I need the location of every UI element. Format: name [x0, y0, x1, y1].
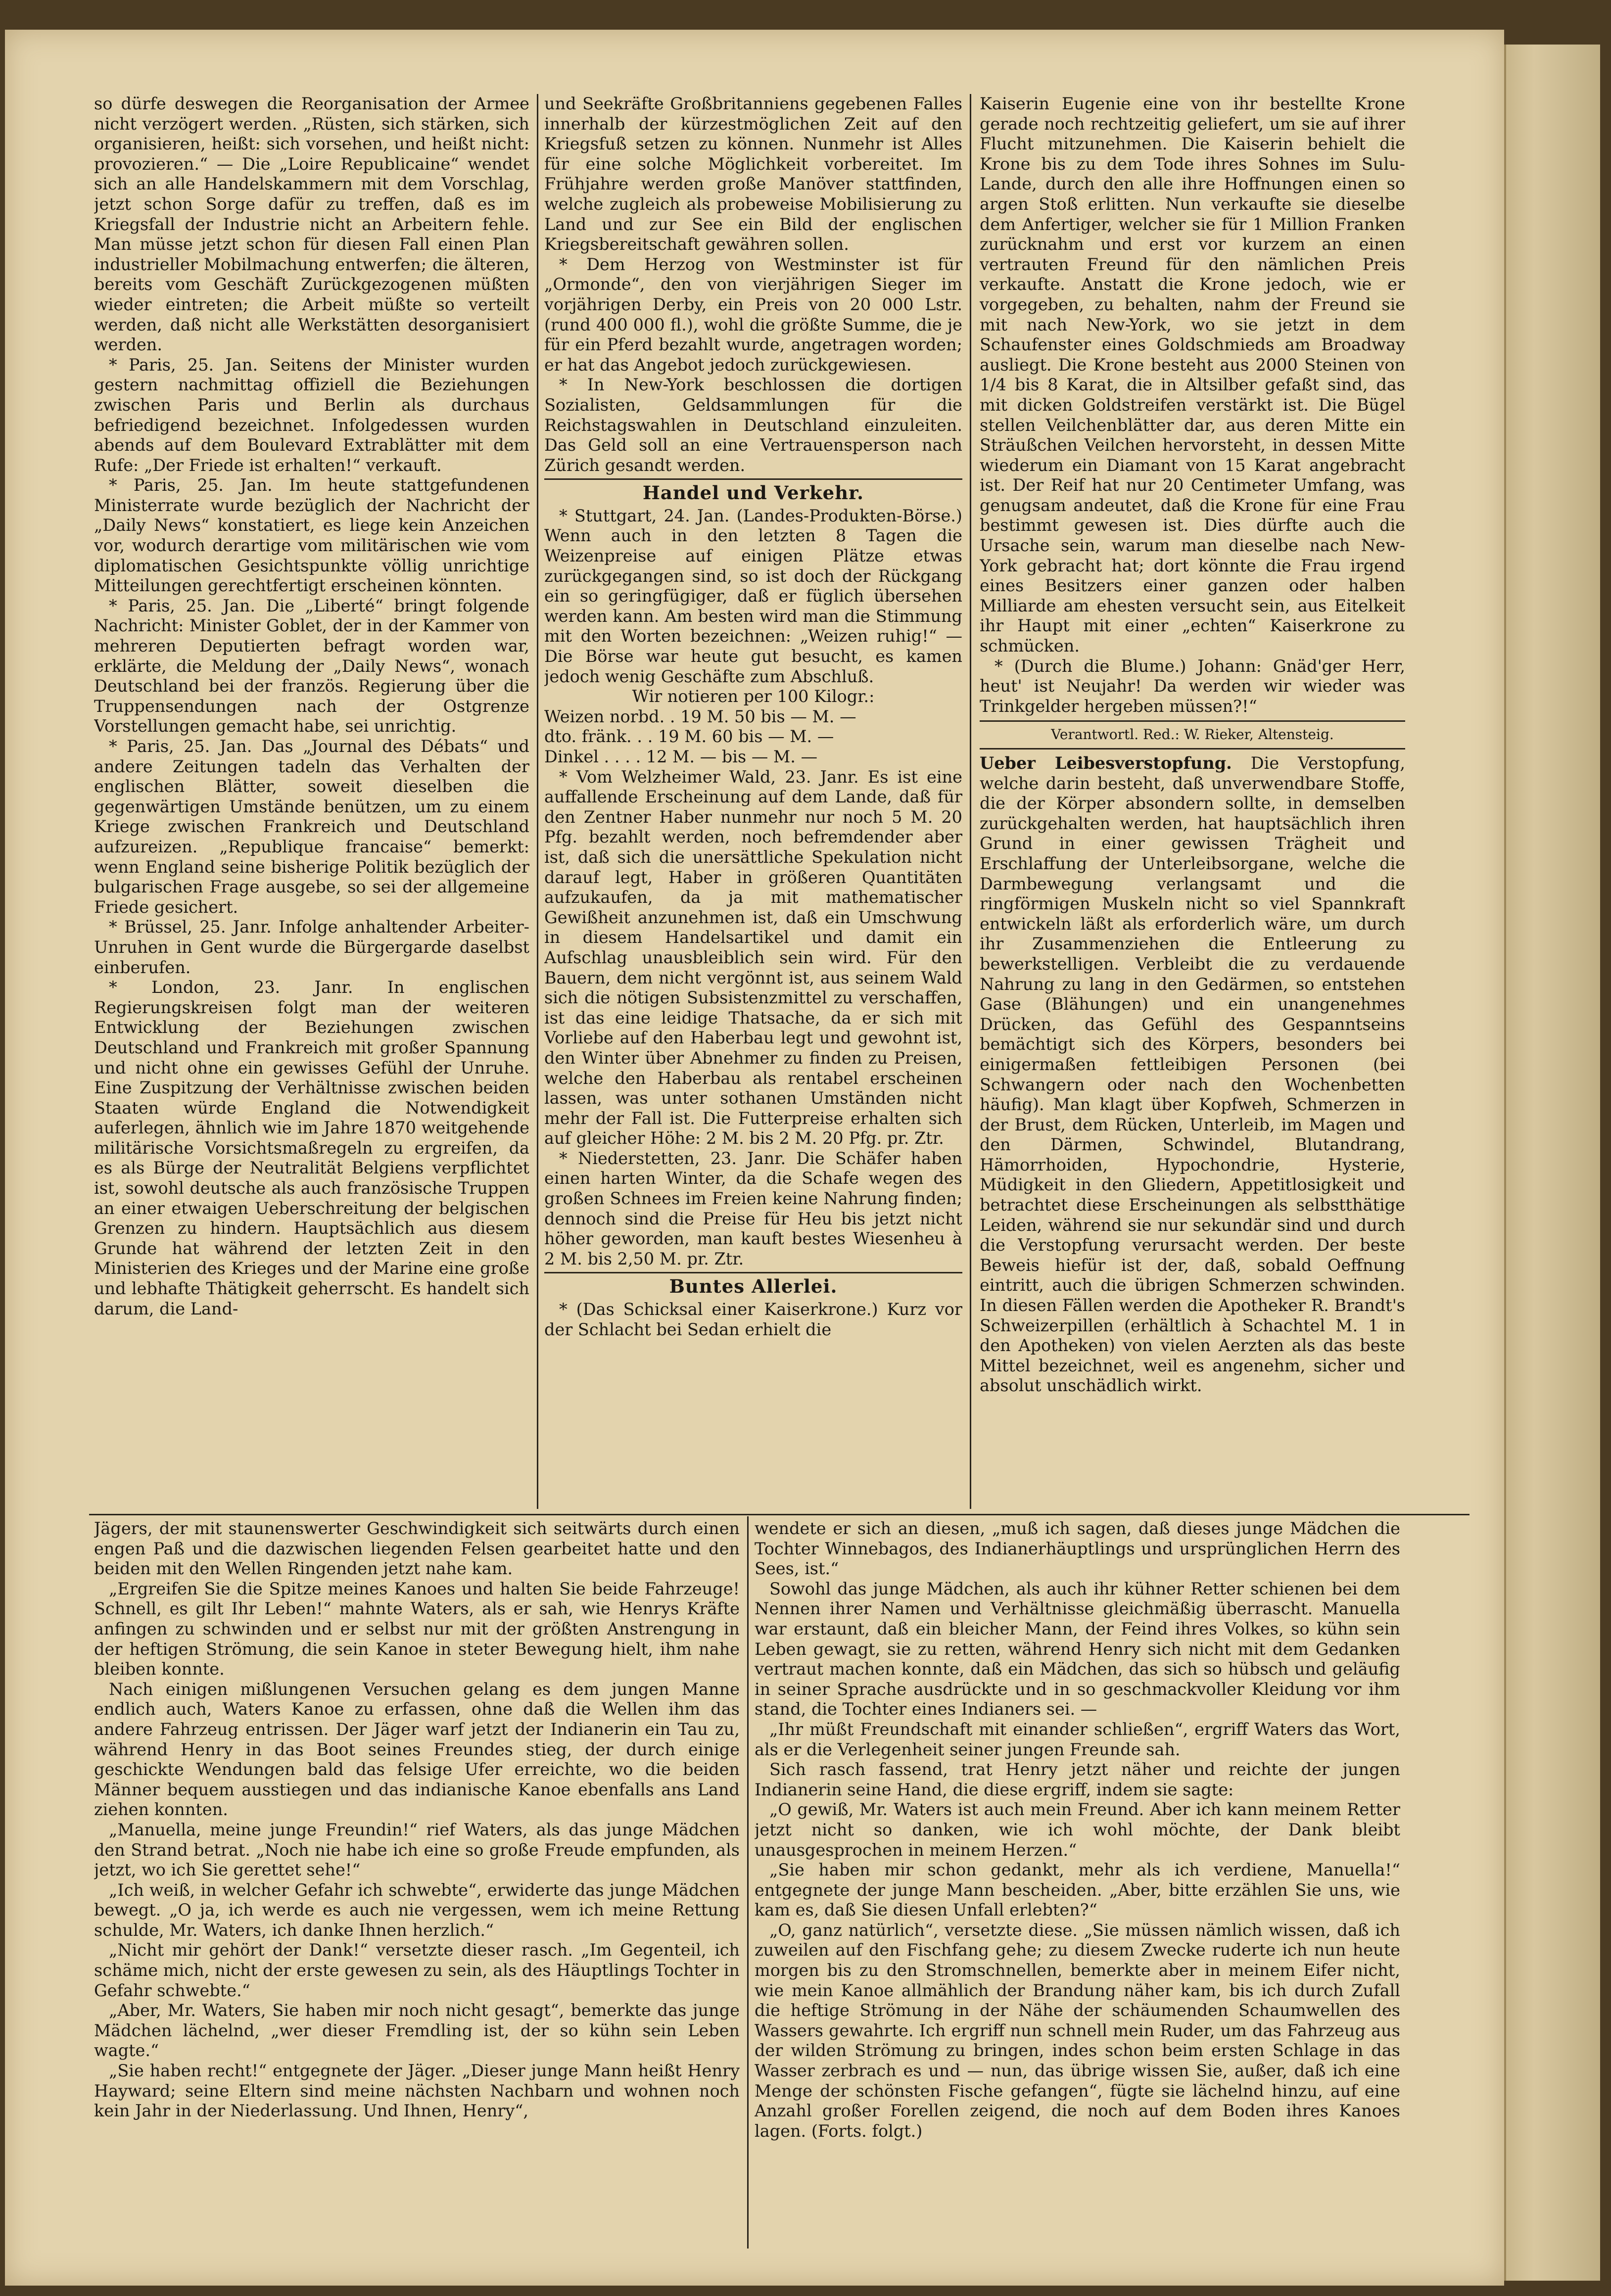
ad-heading: Ueber Leibesverstopfung. [980, 753, 1232, 773]
col1-paragraph: * Paris, 25. Jan. Die „Liberté“ bringt folgende Nachricht: Minister Goblet, der in der Kammer von mehreren Deputierten befragt worden war, erklärte, die Meldung der „Daily News“, wonach Deutschland bei der französ. Regierung über die Truppensendungen nach der Ostgrenze Vorstellungen gemacht habe, sei unrichtig. [94, 596, 529, 736]
handel-paragraph: * Stuttgart, 24. Jan. (Landes-Produkten-Börse.) Wenn auch in den letzten 8 Tagen die Weizenpreise auf einigen Plätze etwas zurückgegangen sind, so ist doch der Rückgang ein so geringfügiger, daß er füglich übersehen werden kann. Am besten wird man die Stimmung mit den Worten bezeichnen: „Weizen ruhig!“ — Die Börse war heute gut besucht, es kamen jedoch wenig Geschäfte zum Abschluß. [544, 506, 962, 686]
column-rule-2 [970, 94, 971, 1509]
col2-paragraph: * In New-York beschlossen die dortigen Sozialisten, Geldsammlungen für die Reichstagswahlen in Deutschland einzuleiten. Das Geld soll an eine Vertrauensperson nach Zürich gesandt werden. [544, 375, 962, 475]
story-paragraph: Nach einigen mißlungenen Versuchen gelang es dem jungen Manne endlich auch, Waters Kanoe zu erfassen, ohne daß die Wellen ihm das andere Fahrzeug entrissen. Der Jäger warf jetzt der Indianerin ein Tau zu, während Henry in das Boot seines Freundes stieg, der durch einige geschickte Wendungen bald das felsige Ufer erreichte, wo die beiden Männer bequem ausstiegen und das indianische Kanoe ebenfalls ans Land ziehen konnten. [94, 1679, 740, 1820]
col3-paragraph: Kaiserin Eugenie eine von ihr bestellte Krone gerade noch rechtzeitig geliefert, um sie auf ihrer Flucht mitzunehmen. Die Kaiserin behielt die Krone bis zu dem Tode ihres Sohnes im Sulu-Lande, durch den alle ihre Hoffnungen einen so argen Stoß erlitten. Nun verkaufte sie dieselbe dem Anfertiger, welcher sie für 1 Million Franken zurücknahm und erst vor kurzem an einen vertrauten Freund für den nämlichen Preis verkaufte. Anstatt die Krone jedoch, wie er vorgegeben, zu behalten, nahm der Freund sie mit nach New-York, wo sie jetzt in dem Schaufenster eines Goldschmieds am Broadway ausliegt. Die Krone besteht aus 2000 Steinen von 1/4 bis 8 Karat, die in Altsilber gefaßt sind, das mit dicken Goldstreifen verstärkt ist. Die Bügel stellen Veilchenblätter dar, aus deren Mitte ein Sträußchen Veilchen hervorsteht, in dessen Mitte wiederum ein Diamant von 15 Karat angebracht ist. Der Reif hat nur 20 Centimeter Umfang, was genugsam andeutet, daß die Krone für eine Frau bestimmt gewesen ist. Dies dürfte auch die Ursache sein, warum man dieselbe nach New-York gebracht hat; dort könnte die Frau irgend eines Besitzers einer ganzen oder halben Milliarde am ehesten versucht sein, aus Eitelkeit ihr Haupt mit einer „echten“ Kaiserkrone zu schmücken. [980, 94, 1405, 656]
col1-paragraph: * Paris, 25. Jan. Seitens der Minister wurden gestern nachmittag offiziell die Beziehungen zwischen Paris und Berlin als durchaus befriedigend bezeichnet. Infolgedessen wurden abends auf dem Boulevard Extrablätter mit dem Rufe: „Der Friede ist erhalten!“ verkauft. [94, 355, 529, 475]
buntes-paragraph: * (Das Schicksal einer Kaiserkrone.) Kurz vor der Schlacht bei Sedan erhielt die [544, 1300, 962, 1339]
serial-column-rule [747, 1516, 749, 2249]
story-paragraph: „Nicht mir gehört der Dank!“ versetzte dieser rasch. „Im Gegenteil, ich schäme mich, nicht der erste gewesen zu sein, als des Häuptlings Tochter in Gefahr schwebte.“ [94, 1940, 740, 2000]
col1-paragraph: * London, 23. Janr. In englischen Regierungskreisen folgt man der weiteren Entwicklung der Beziehungen zwischen Deutschland und Frankreich mit großer Spannung und nicht ohne ein gewisses Gefühl der Unruhe. Eine Zuspitzung der Verhältnisse zwischen beiden Staaten würde England die Notwendigkeit auferlegen, ähnlich wie im Jahre 1870 weitgehende militärische Vorsichtsmaßregeln zu ergreifen, da es als Bürge der Neutralität Belgiens verpflichtet ist, sowohl deutsche als auch französische Truppen an einer etwaigen Ueberschreitung der belgischen Grenzen zu hindern. Hauptsächlich aus diesem Grunde hat während der letzten Zeit in den Ministerien des Krieges und der Marine eine große und lebhafte Thätigkeit geherrscht. Es handelt sich darum, die Land- [94, 978, 529, 1318]
story-paragraph: „Ich weiß, in welcher Gefahr ich schwebte“, erwiderte das junge Mädchen bewegt. „O ja, ich werde es auch nie vergessen, wem ich meine Rettung schulde, Mr. Waters, ich danke Ihnen herzlich.“ [94, 1880, 740, 1940]
story-paragraph: Sich rasch fassend, trat Henry jetzt näher und reichte der jungen Indianerin seine Hand, die diese ergriff, indem sie sagte: [755, 1760, 1400, 1799]
story-paragraph: „Ihr müßt Freundschaft mit einander schließen“, ergriff Waters das Wort, als er die Verlegenheit seiner jungen Freunde sah. [755, 1719, 1400, 1759]
story-paragraph: Jägers, der mit staunenswerter Geschwindigkeit sich seitwärts durch einen engen Paß und die dazwischen liegenden Felsen gearbeitet hatte und den beiden mit den Wellen Ringenden jetzt nahe kam. [94, 1519, 740, 1579]
col2-paragraph: * Dem Herzog von Westminster ist für „Ormonde“, den von vierjährigen Sieger im vorjährigen Derby, ein Preis von 20 000 Lstr. (rund 400 000 fl.), wohl die größte Summe, die je für ein Pferd bezahlt wurde, angetragen worden; er hat das Angebot jedoch zurückgewiesen. [544, 254, 962, 375]
story-paragraph: „O, ganz natürlich“, versetzte diese. „Sie müssen nämlich wissen, daß ich zuweilen auf den Fischfang gehe; zu diesem Zwecke ruderte ich nun heute morgen bis zu den Stromschnellen, bemerkte aber in meinem Eifer nicht, wie mein Kanoe allmählich der Brandung näher kam, bis ich durch Zufall die heftige Strömung in der Nähe der schäumenden Schaumwellen des Wassers gewahrte. Ich ergriff nun schnell mein Ruder, um das Fahrzeug aus der wilden Strömung zu bringen, indes schon beim ersten Schlage in das Wasser zerbrach es und — nun, das übrige wissen Sie, außer, daß ich eine Menge der schönsten Fische gefangen“, fügte sie lächelnd hinzu, auf eine Anzahl großer Forellen zeigend, die noch auf dem Boden ihres Kanoes lagen. (Forts. folgt.) [755, 1920, 1400, 2141]
story-paragraph: „Ergreifen Sie die Spitze meines Kanoes und halten Sie beide Fahrzeuge! Schnell, es gilt Ihr Leben!“ mahnte Waters, als er sah, wie Henrys Kräfte anfingen zu schwinden und er selbst nur mit der größten Anstrengung in der heftigen Strömung, die sein Kanoe in steter Bewegung hielt, ihm nahe bleiben konnte. [94, 1579, 740, 1679]
editor-note: Verantwortl. Red.: W. Rieker, Altensteig. [980, 720, 1405, 750]
handel-paragraph: * Niederstetten, 23. Janr. Die Schäfer haben einen harten Winter, da die Schafe wegen des großen Schnees im Freien keine Nahrung finden; dennoch sind die Preise für Heu bis jetzt nicht höher geworden, man kauft bestes Wiesenheu à 2 M. bis 2,50 M. pr. Ztr. [544, 1148, 962, 1268]
column-2 [544, 94, 962, 1509]
story-paragraph: wendete er sich an diesen, „muß ich sagen, daß dieses junge Mädchen die Tochter Winnebagos, des Indianerhäuptlings und ursprünglichen Herrn des Sees, ist.“ [755, 1519, 1400, 1579]
story-paragraph: „Aber, Mr. Waters, Sie haben mir noch nicht gesagt“, bemerkte das junge Mädchen lächelnd, „wer dieser Fremdling ist, der so kühn sein Leben wagte.“ [94, 2001, 740, 2061]
quote-line: Dinkel . . . . 12 M. — bis — M. — [544, 747, 818, 766]
handel-paragraph: * Vom Welzheimer Wald, 23. Janr. Es ist eine auffallende Erscheinung auf dem Lande, daß für den Zentner Haber nunmehr nur noch 5 M. 20 Pfg. bezahlt werden, noch befremdender aber ist, daß sich die unersättliche Spekulation nicht darauf legt, Haber in größeren Quantitäten aufzukaufen, da ja mit mathematischer Gewißheit anzunehmen ist, daß ein Umschwung in diesem Handelsartikel und damit ein Aufschlag unausbleiblich sein wird. Für den Bauern, dem nicht vergönnt ist, aus seinem Wald sich die nötigen Subsistenzmittel zu verschaffen, ist das eine leidige Thatsache, da er sich mit Vorliebe auf den Haberbau legt und gewohnt ist, den Winter über Abnehmer zu finden zu Preisen, welche den Haberbau als rentabel erscheinen lassen, was unter sothanen Umständen nicht mehr der Fall ist. Die Futterpreise erhalten sich auf gleicher Höhe: 2 M. bis 2 M. 20 Pfg. pr. Ztr. [544, 767, 962, 1148]
col1-paragraph: * Brüssel, 25. Janr. Infolge anhaltender Arbeiter-Unruhen in Gent wurde die Bürgergarde daselbst einberufen. [94, 917, 529, 977]
col1-paragraph: so dürfe deswegen die Reorganisation der Armee nicht verzögert werden. „Rüsten, sich stärken, sich organisieren, heißt: sich vorsehen, und heißt nicht: provozieren.“ — Die „Loire Republicaine“ wendet sich an alle Handelskammern mit dem Vorschlag, jetzt schon Sorge dafür zu treffen, daß es im Kriegsfall der Industrie nicht an Arbeitern fehle. Man müsse jetzt schon für diesen Fall einen Plan industrieller Mobilmachung entwerfen; die älteren, bereits vom Geschäft Zurückgezogenen müßten wieder eintreten; die Arbeit müßte so verteilt werden, daß nicht alle Werkstätten desorganisiert werden. [94, 94, 529, 355]
col1-paragraph: * Paris, 25. Jan. Im heute stattgefundenen Ministerrate wurde bezüglich der Nachricht der „Daily News“ konstatiert, es liege kein Anzeichen vor, wodurch derartige vom militärischen wie vom diplomatischen Gesichtspunkte völlig unrichtige Mitteilungen gerechtfertigt erscheinen könnten. [94, 475, 529, 596]
story-paragraph: Sowohl das junge Mädchen, als auch ihr kühner Retter schienen bei dem Nennen ihrer Namen und Verhältnisse gleichmäßig überrascht. Manuella war erstaunt, daß ein bleicher Mann, der Feind ihres Volkes, so kühn sein Leben gewagt, sie zu retten, während Henry sich nicht mit dem Gedanken vertraut machen konnte, daß ein Mädchen, das sich so hübsch und geläufig in seiner Sprache ausdrückte und in so geschmackvoller Kleidung vor ihm stand, die Tochter eines Indianers sei. — [755, 1579, 1400, 1719]
serial-left [94, 1519, 740, 2246]
ad-text: Die Verstopfung, welche darin besteht, daß unverwendbare Stoffe, die der Körper absondern sollte, in demselben zurückgehalten werden, hat hauptsächlich ihren Grund in einer gewissen Trägheit und Erschlaffung der Unterleibsorgane, welche die Darmbewegung verlangsamt und die ringförmigen Muskeln nicht so viel Spannkraft entwickeln läßt als erforderlich wäre, um durch ihr Zusammenziehen die Entleerung zu bewerkstelligen. Verbleibt die zu verdauende Nahrung zu lang in den Gedärmen, so entstehen Gase (Blähungen) und ein unangenehmes Drücken, das Gefühl des Gespanntseins bemächtigt sich des Körpers, besonders bei einigermaßen fettleibigen Personen (bei Schwangern oder nach den Wochenbetten häufig). Man klagt über Kopfweh, Schmerzen in der Brust, dem Rücken, Unterleib, im Magen und den Därmen, Schwindel, Blutandrang, Hämorrhoiden, Hypochondrie, Hysterie, Müdigkeit in den Gliedern, Appetitlosigkeit und betrachtet diese Erscheinungen als selbstthätige Leiden, während sie nur sekundär sind und durch die Verstopfung verursacht werden. Der beste Beweis hiefür ist der, daß, sobald Oeffnung eintritt, auch die übrigen Schmerzen schwinden. In diesen Fällen werden die Apotheker R. Brandt's Schweizerpillen (erhältlich à Schachtel M. 1 in den Apotheken) von vielen Aerzten als das beste Mittel bezeichnet, weil es angenehm, sicher und absolut unschädlich wirkt. [980, 753, 1405, 1396]
column-3 [980, 94, 1405, 1509]
serial-right [755, 1519, 1400, 2246]
story-paragraph: „Manuella, meine junge Freundin!“ rief Waters, als das junge Mädchen den Strand betrat. „Noch nie habe ich eine so große Freude empfunden, als jetzt, wo ich Sie gerettet sehe!“ [94, 1820, 740, 1880]
col3-paragraph: * (Durch die Blume.) Johann: Gnäd'ger Herr, heut' ist Neujahr! Da werden wir wieder was Trinkgelder hergeben müssen?!“ [980, 656, 1405, 716]
handel-heading: Handel und Verkehr. [544, 478, 962, 503]
buntes-heading: Buntes Allerlei. [544, 1272, 962, 1297]
page-edge [1504, 45, 1600, 2281]
story-paragraph: „Sie haben mir schon gedankt, mehr als ich verdiene, Manuella!“ entgegnete der junge Mann bescheiden. „Aber, bitte erzählen Sie uns, wie kam es, daß Sie diesen Unfall erlebten?“ [755, 1860, 1400, 1920]
column-rule-1 [537, 94, 538, 1509]
quote-intro: Wir notieren per 100 Kilogr.: [632, 687, 875, 706]
quote-line: dto. fränk. . . 19 M. 60 bis — M. — [544, 727, 834, 747]
story-paragraph: „O gewiß, Mr. Waters ist auch mein Freund. Aber ich kann meinem Retter jetzt nicht so danken, wie ich wohl möchte, der Dank bleibt unausgesprochen in meinem Herzen.“ [755, 1800, 1400, 1860]
col1-paragraph: * Paris, 25. Jan. Das „Journal des Débats“ und andere Zeitungen tadeln das Verhalten der englischen Blätter, soweit dieselben die gegenwärtigen Umstände benützen, um zu einem Kriege zwischen Frankreich und Deutschland aufzureizen. „Republique francaise“ bemerkt: wenn England seine bisherige Politik bezüglich der bulgarischen Frage ausgebe, so sei der allgemeine Friede gesichert. [94, 737, 529, 917]
story-paragraph: „Sie haben recht!“ entgegnete der Jäger. „Dieser junge Mann heißt Henry Hayward; seine Eltern sind meine nächsten Nachbarn und wohnen noch kein Jahr in der Niederlassung. Und Ihnen, Henry“, [94, 2061, 740, 2121]
col2-paragraph: und Seekräfte Großbritanniens gegebenen Falles innerhalb der kürzestmöglichen Zeit auf den Kriegsfuß setzen zu können. Nunmehr ist Alles für eine solche Möglichkeit vorbereitet. Im Frühjahre werden große Manöver stattfinden, welche zugleich als probeweise Mobilisierung zu Land und zur See ein Bild der englischen Kriegsbereitschaft gewähren sollen. [544, 94, 962, 254]
quote-line: Weizen norbd. . 19 M. 50 bis — M. — [544, 706, 856, 726]
serial-top-rule [89, 1514, 1469, 1515]
column-1 [94, 94, 529, 1509]
